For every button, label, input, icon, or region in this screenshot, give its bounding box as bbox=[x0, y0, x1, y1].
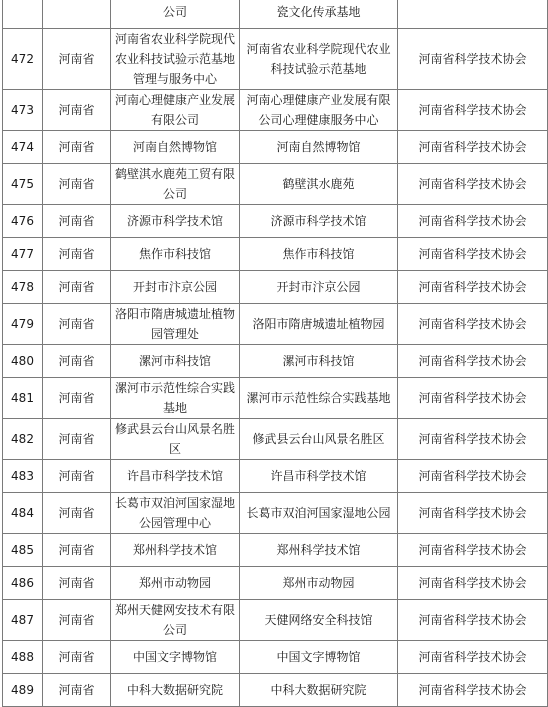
cell-province: 河南省 bbox=[43, 378, 111, 419]
cell-base-name: 济源市科学技术馆 bbox=[240, 205, 398, 238]
cell-base-name: 鹤壁淇水鹿苑 bbox=[240, 164, 398, 205]
cell-number: 473 bbox=[3, 90, 43, 131]
cell-province: 河南省 bbox=[43, 641, 111, 674]
cell-number: 485 bbox=[3, 534, 43, 567]
cell-base-name: 河南自然博物馆 bbox=[240, 131, 398, 164]
cell-base-name: 郑州市动物园 bbox=[240, 567, 398, 600]
cell-number: 481 bbox=[3, 378, 43, 419]
cell-recommender: 河南省科学技术协会 bbox=[398, 205, 548, 238]
cell-province: 河南省 bbox=[43, 238, 111, 271]
cell-company: 漯河市科技馆 bbox=[111, 345, 240, 378]
cell-recommender: 河南省科学技术协会 bbox=[398, 493, 548, 534]
cell-company: 郑州天健网安技术有限公司 bbox=[111, 600, 240, 641]
cell-province: 河南省 bbox=[43, 600, 111, 641]
table-row bbox=[3, 131, 548, 164]
cell-base-name: 焦作市科技馆 bbox=[240, 238, 398, 271]
cell-province: 河南省 bbox=[43, 534, 111, 567]
cell-number: 488 bbox=[3, 641, 43, 674]
cell-company: 河南心理健康产业发展有限公司 bbox=[111, 90, 240, 131]
table-row bbox=[3, 164, 548, 205]
cell-province: 河南省 bbox=[43, 419, 111, 460]
table-row bbox=[3, 271, 548, 304]
table-row bbox=[3, 345, 548, 378]
cell-company: 漯河市示范性综合实践基地 bbox=[111, 378, 240, 419]
cell-recommender: 河南省科学技术协会 bbox=[398, 345, 548, 378]
cell-base-name: 漯河市示范性综合实践基地 bbox=[240, 378, 398, 419]
cell-recommender: 河南省科学技术协会 bbox=[398, 271, 548, 304]
table-row bbox=[3, 674, 548, 707]
table-row bbox=[3, 419, 548, 460]
cell-base-name: 郑州科学技术馆 bbox=[240, 534, 398, 567]
cell-company: 济源市科学技术馆 bbox=[111, 205, 240, 238]
cell-number: 484 bbox=[3, 493, 43, 534]
cell-base-name: 修武县云台山风景名胜区 bbox=[240, 419, 398, 460]
table-row bbox=[3, 641, 548, 674]
table-body bbox=[3, 0, 548, 707]
cell-recommender: 河南省科学技术协会 bbox=[398, 460, 548, 493]
cell-company: 郑州科学技术馆 bbox=[111, 534, 240, 567]
header-cell-recommender bbox=[398, 0, 548, 29]
cell-recommender: 河南省科学技术协会 bbox=[398, 164, 548, 205]
cell-company: 洛阳市隋唐城遗址植物园管理处 bbox=[111, 304, 240, 345]
cell-company: 焦作市科技馆 bbox=[111, 238, 240, 271]
cell-number: 472 bbox=[3, 29, 43, 90]
cell-recommender: 河南省科学技术协会 bbox=[398, 600, 548, 641]
cell-province: 河南省 bbox=[43, 460, 111, 493]
cell-number: 480 bbox=[3, 345, 43, 378]
table-row bbox=[3, 493, 548, 534]
table-row bbox=[3, 567, 548, 600]
cell-recommender: 河南省科学技术协会 bbox=[398, 131, 548, 164]
bases-table bbox=[2, 0, 548, 707]
cell-company: 河南省农业科学院现代农业科技试验示范基地管理与服务中心 bbox=[111, 29, 240, 90]
cell-company: 郑州市动物园 bbox=[111, 567, 240, 600]
cell-number: 483 bbox=[3, 460, 43, 493]
cell-base-name: 河南心理健康产业发展有限公司心理健康服务中心 bbox=[240, 90, 398, 131]
cell-company: 修武县云台山风景名胜区 bbox=[111, 419, 240, 460]
header-cell-base-name: 瓷文化传承基地 bbox=[240, 0, 398, 29]
cell-province: 河南省 bbox=[43, 493, 111, 534]
cell-number: 476 bbox=[3, 205, 43, 238]
cell-recommender: 河南省科学技术协会 bbox=[398, 419, 548, 460]
table-row bbox=[3, 29, 548, 90]
table-row bbox=[3, 600, 548, 641]
table-row bbox=[3, 238, 548, 271]
cell-base-name: 河南省农业科学院现代农业科技试验示范基地 bbox=[240, 29, 398, 90]
cell-number: 482 bbox=[3, 419, 43, 460]
cell-number: 477 bbox=[3, 238, 43, 271]
cell-number: 489 bbox=[3, 674, 43, 707]
cell-province: 河南省 bbox=[43, 164, 111, 205]
cell-base-name: 开封市汴京公园 bbox=[240, 271, 398, 304]
cell-recommender: 河南省科学技术协会 bbox=[398, 641, 548, 674]
cell-company: 长葛市双洎河国家湿地公园管理中心 bbox=[111, 493, 240, 534]
cell-base-name: 中国文字博物馆 bbox=[240, 641, 398, 674]
cell-base-name: 天健网络安全科技馆 bbox=[240, 600, 398, 641]
cell-recommender: 河南省科学技术协会 bbox=[398, 534, 548, 567]
cell-province: 河南省 bbox=[43, 271, 111, 304]
cell-province: 河南省 bbox=[43, 304, 111, 345]
cell-company: 中科大数据研究院 bbox=[111, 674, 240, 707]
cell-company: 河南自然博物馆 bbox=[111, 131, 240, 164]
cell-company: 鹤壁淇水鹿苑工贸有限公司 bbox=[111, 164, 240, 205]
cell-number: 478 bbox=[3, 271, 43, 304]
header-cell-province bbox=[43, 0, 111, 29]
cell-number: 479 bbox=[3, 304, 43, 345]
cell-recommender: 河南省科学技术协会 bbox=[398, 29, 548, 90]
cell-recommender: 河南省科学技术协会 bbox=[398, 567, 548, 600]
cell-base-name: 长葛市双洎河国家湿地公园 bbox=[240, 493, 398, 534]
table-row bbox=[3, 378, 548, 419]
cell-base-name: 漯河市科技馆 bbox=[240, 345, 398, 378]
cell-province: 河南省 bbox=[43, 131, 111, 164]
cell-recommender: 河南省科学技术协会 bbox=[398, 238, 548, 271]
cell-number: 474 bbox=[3, 131, 43, 164]
cell-company: 开封市汴京公园 bbox=[111, 271, 240, 304]
cell-company: 许昌市科学技术馆 bbox=[111, 460, 240, 493]
cell-province: 河南省 bbox=[43, 674, 111, 707]
header-cell-number bbox=[3, 0, 43, 29]
cell-base-name: 中科大数据研究院 bbox=[240, 674, 398, 707]
table-row bbox=[3, 205, 548, 238]
cell-province: 河南省 bbox=[43, 205, 111, 238]
cell-province: 河南省 bbox=[43, 29, 111, 90]
table-row bbox=[3, 90, 548, 131]
cell-number: 487 bbox=[3, 600, 43, 641]
table-row bbox=[3, 534, 548, 567]
cell-province: 河南省 bbox=[43, 90, 111, 131]
table-row bbox=[3, 460, 548, 493]
cell-number: 486 bbox=[3, 567, 43, 600]
cell-company: 中国文字博物馆 bbox=[111, 641, 240, 674]
header-cell-company: 公司 bbox=[111, 0, 240, 29]
cell-base-name: 洛阳市隋唐城遗址植物园 bbox=[240, 304, 398, 345]
cell-recommender: 河南省科学技术协会 bbox=[398, 378, 548, 419]
cell-province: 河南省 bbox=[43, 345, 111, 378]
cell-recommender: 河南省科学技术协会 bbox=[398, 90, 548, 131]
cell-recommender: 河南省科学技术协会 bbox=[398, 304, 548, 345]
cell-province: 河南省 bbox=[43, 567, 111, 600]
table-row bbox=[3, 304, 548, 345]
cell-number: 475 bbox=[3, 164, 43, 205]
table-header-fragment-row bbox=[3, 0, 548, 29]
cell-base-name: 许昌市科学技术馆 bbox=[240, 460, 398, 493]
cell-recommender: 河南省科学技术协会 bbox=[398, 674, 548, 707]
